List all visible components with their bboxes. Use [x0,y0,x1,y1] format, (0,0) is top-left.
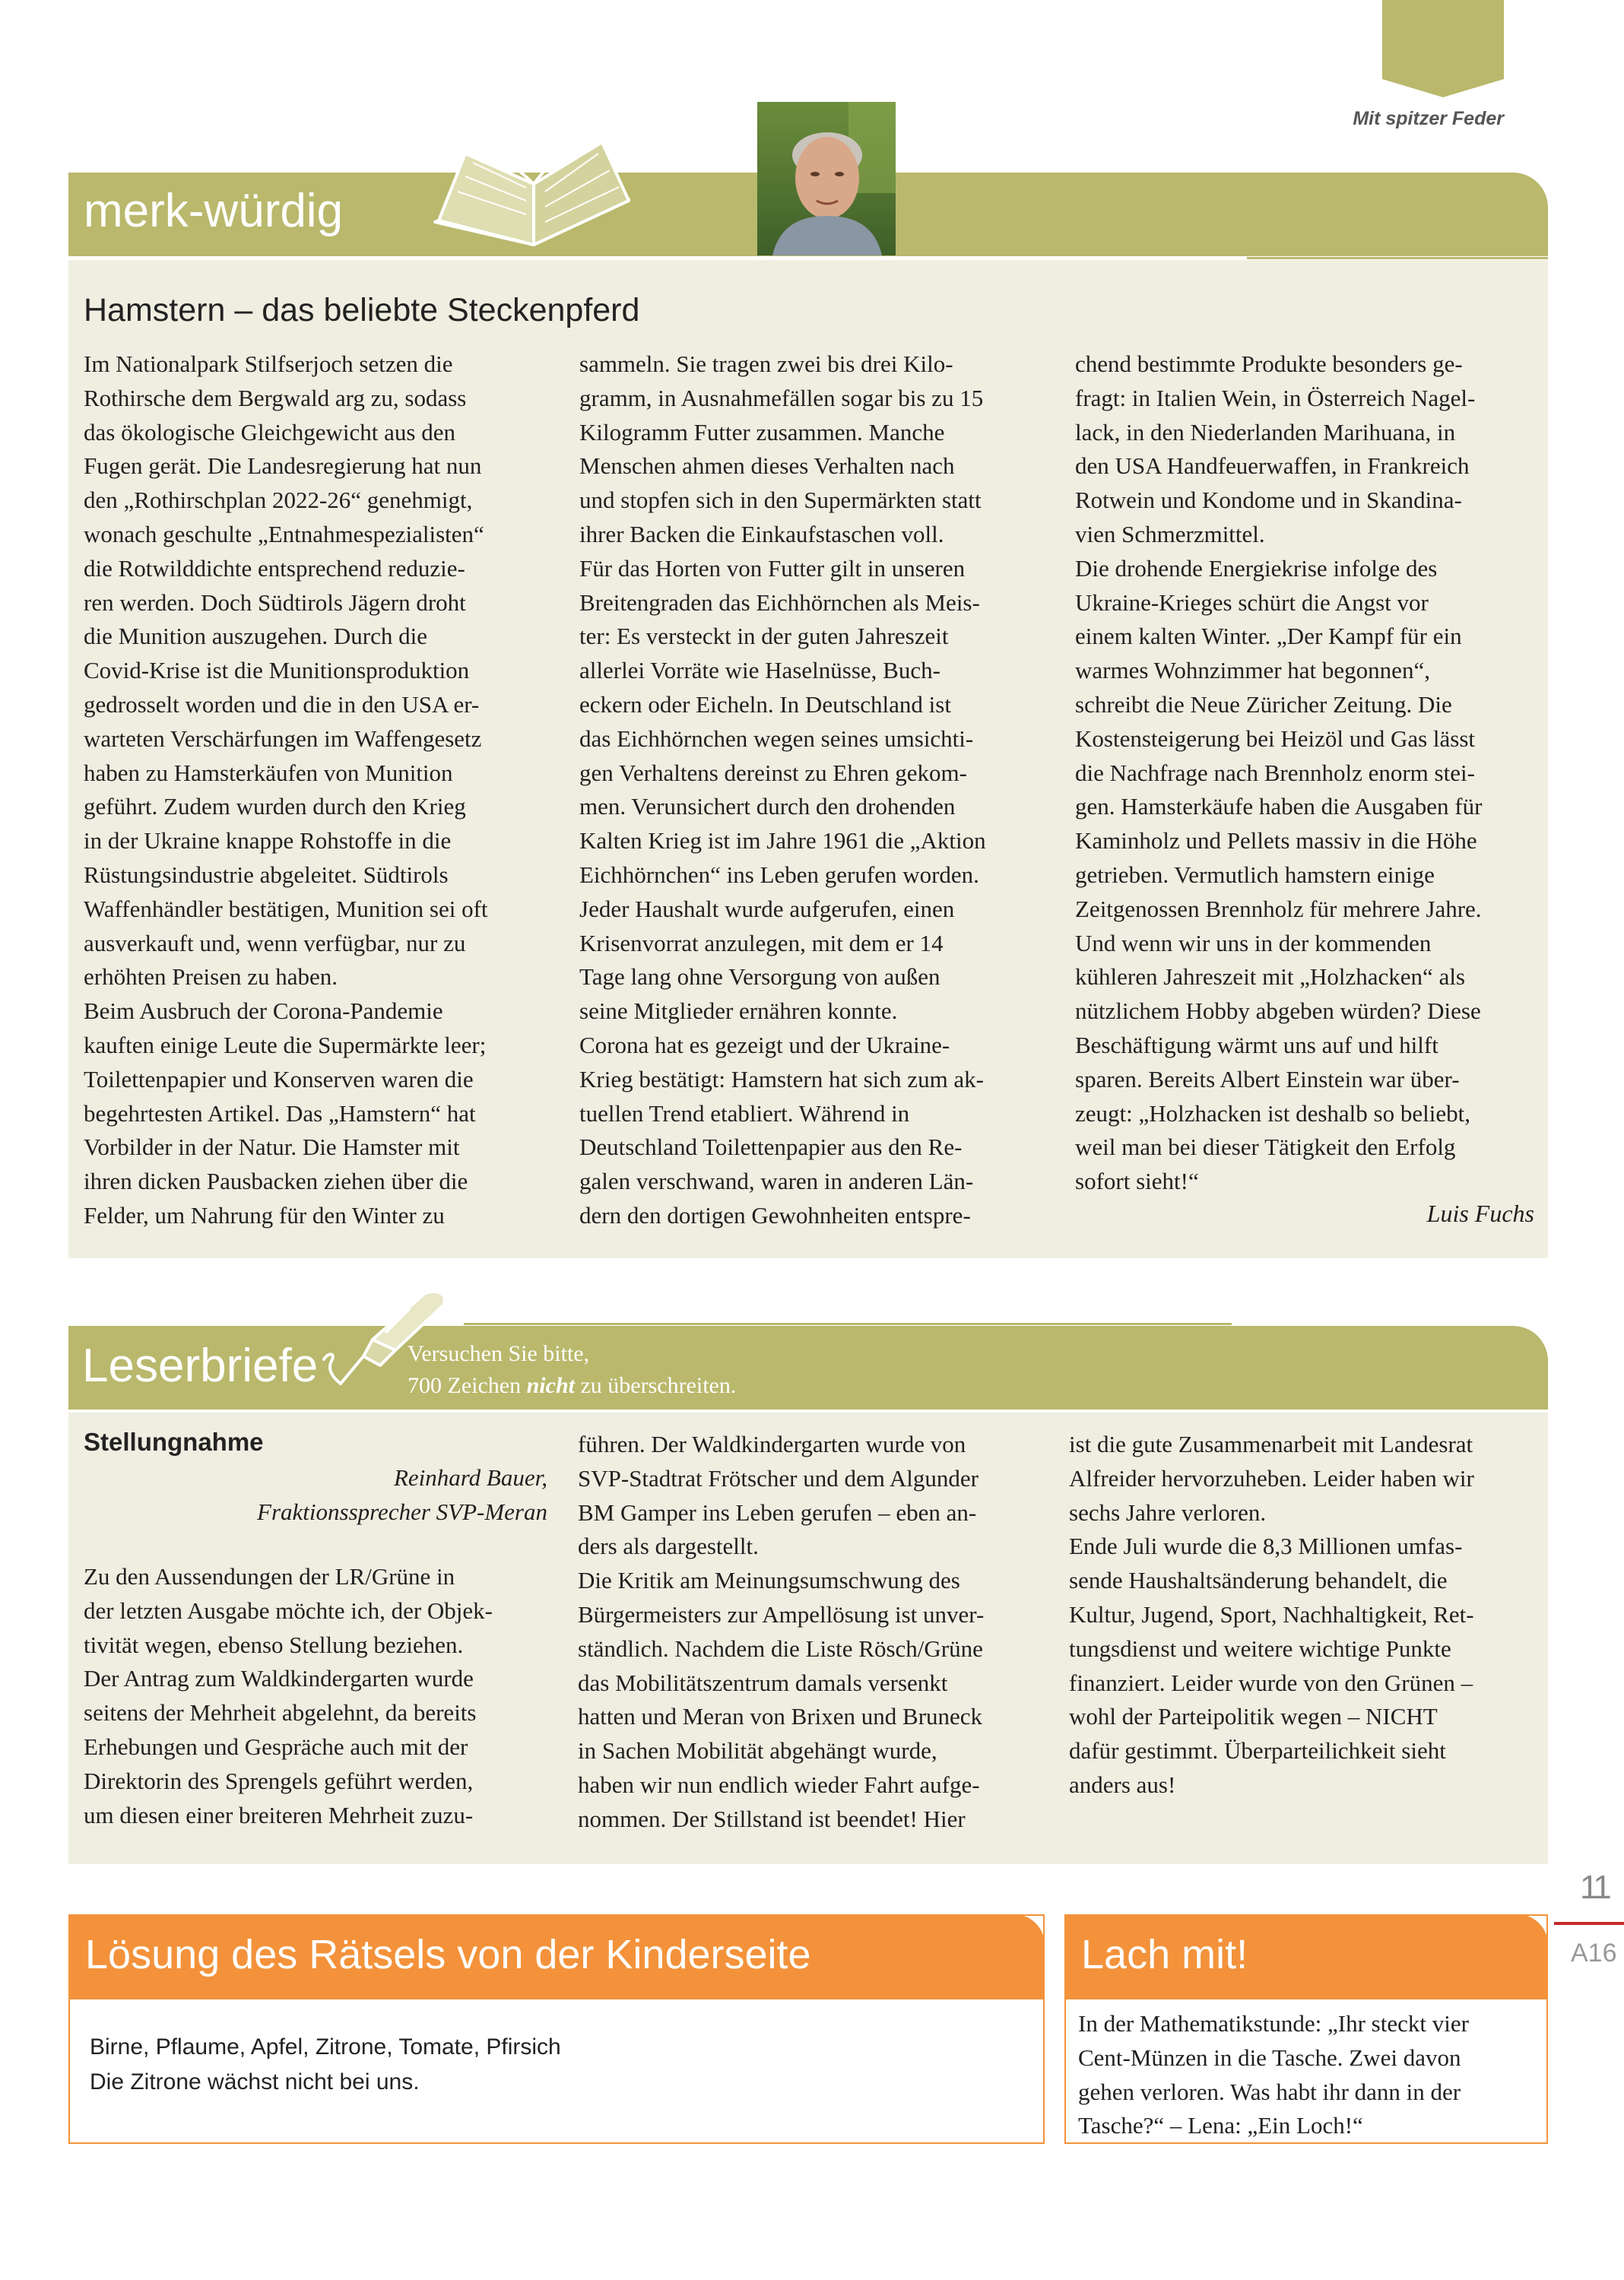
letter-title: Stellungnahme [84,1428,264,1456]
page-number-rule [1554,1922,1624,1925]
letter-signature [84,1461,547,1530]
leser-section-bar [68,1326,1548,1410]
letter-column-2: führen. Der Waldkindergarten wurde von SVP-Stadtrat Frötscher und dem Algunder BM Gamper ins Leben gerufen – eben an- ders als dargestellt. Die Kritik am Meinungsumschwung des Bürgermeisters zur Ampellösung ist unver- ständlich. Nachdem die Liste Rösch/Grüne das Mobilitätszentrum damals versenkt hatten und Meran von Brixen und Bruneck in Sachen Mobilität abgehängt wurde, haben wir nun endlich wieder Fahrt aufge- nommen. Der Stillstand ist beendet! Hier [578,1431,985,1832]
article-title: Hamstern – das beliebte Steckenpferd [84,292,640,328]
leser-section-title: Leserbriefe [82,1340,319,1392]
article-column-2: sammeln. Sie tragen zwei bis drei Kilo- gramm, in Ausnahmefällen sogar bis zu 15 Kilogramm Futter zusammen. Manche Menschen ahmen dieses Verhalten nach und stopfen sich in den Supermärkten statt ihrer Backen die Einkaufstaschen voll. Für das Horten von Futter gilt in unseren Breitengraden das Eichhörnchen als Meis- ter: Es versteckt in der guten Jahreszeit allerlei Vorräte wie Haselnüsse, Buch- eckern oder Eicheln. In Deutschland ist das Eichhörnchen wegen seines umsichti- gen Verhaltens dereinst zu Ehren gekom- men. Verunsichert durch den drohenden Kalten Krieg ist im Jahre 1961 die „Aktion Eichhörnchen“ ins Leben gerufen worden. Jeder Haushalt wurde aufgerufen, einen Krisenvorrat anzulegen, mit dem er 14 Tage lang ohne Versorgung von außen seine Mitglieder ernähren konnte. Corona hat es gezeigt und der Ukraine- Krieg bestätigt: Hamstern hat sich zum ak- tuellen Trend etabliert. Während in Deutschland Toilettenpapier aus den Re- galen verschwand, waren in anderen Län- dern den dortigen Gewohnheiten entspre- [579,350,986,1229]
puzzle-solution-text: Birne, Pflaume, Apfel, Zitrone, Tomate, Pfirsich Die Zitrone wächst nicht bei uns. [90,2034,561,2094]
joke-title: Lach mit! [1064,1914,1548,1999]
joke-box [1064,1914,1548,2144]
letter-sign-role: Fraktionssprecher SVP-Meran [257,1498,547,1525]
letter-column-3: ist die gute Zusammenarbeit mit Landesrat Alfreider hervorzuheben. Leider haben wir sechs Jahre verloren. Ende Juli wurde die 8,3 Millionen umfas- sende Haushaltsänderung behandelt, die Kultur, Jugend, Sport, Nachhaltigkeit, Ret- tungsdienst und weitere wichtige Punkte finanziert. Leider wurde von den Grünen – wohl der Parteipolitik wegen – NICHT dafür gestimmt. Überparteilichkeit sieht anders aus! [1069,1431,1474,1798]
author-photo [757,102,896,255]
article-column-3: chend bestimmte Produkte besonders ge- fragt: in Italien Wein, in Österreich Nagel- lack, in den Niederlanden Marihuana, in den USA Handfeuerwaffen, in Frankreich Rotwein und Kondome und in Skandina- vien Schmerzmittel. Die drohende Energiekrise infolge des Ukraine-Krieges schürt die Angst vor einem kalten Winter. „Der Kampf für ein warmes Wohnzimmer hat begonnen“, schreibt die Neue Züricher Zeitung. Die Kostensteigerung bei Heizöl und Gas lässt die Nachfrage nach Brennholz enorm stei- gen. Hamsterkäufe haben die Ausgaben für Kaminholz und Pellets massiv in die Höhe getrieben. Vermutlich hamstern einige Zeitgenossen Brennholz für mehrere Jahre. Und wenn wir uns in der kommenden kühleren Jahreszeit mit „Holzhacken“ als nützlichem Hobby abgeben würden? Diese Beschäftigung wärmt uns auf und hilft sparen. Bereits Albert Einstein war über- zeugt: „Holzhacken ist deshalb so beliebt, weil man bei dieser Tätigkeit den Erfolg sofort sieht!“ [1075,350,1483,1195]
merk-section-title: merk-würdig [84,185,344,237]
article-author: Luis Fuchs [1426,1200,1534,1227]
leser-rule [464,1323,1232,1325]
column-tag: Mit spitzer Feder [1353,108,1504,129]
page-tab-marker [1382,0,1504,97]
leser-note-post: zu überschreiten. [574,1373,737,1398]
letter-sign-name: Reinhard Bauer, [393,1464,547,1491]
joke-text: In der Mathematikstunde: „Ihr steckt vier Cent-Münzen in die Tasche. Zwei davon gehen verloren. Was habt ihr dann in der Tasche?“ – Lena: „Ein Loch!“ [1078,2010,1469,2139]
letter-column-1: Zu den Aussendungen der LR/Grüne in der letzten Ausgabe möchte ich, der Objek- tivität wegen, ebenso Stellung beziehen. Der Antrag zum Waldkindergarten wurde seitens der Mehrheit abgelehnt, da bereits Erhebungen und Gespräche auch mit der Direktorin des Sprengels geführt werden, um diesen einer breiteren Mehrheit zuzu- [84,1563,493,1828]
merk-rule [1247,257,1548,259]
page-subcode: A16 [1571,1939,1617,1968]
puzzle-solution-title: Lösung des Rätsels von der Kinderseite [68,1914,1045,1999]
leser-note-line2 [408,1370,736,1402]
open-book-icon [420,131,640,260]
leser-note-pre: 700 Zeichen [408,1373,527,1398]
leser-note-line1: Versuchen Sie bitte, [408,1341,590,1366]
leser-note-emphasis: nicht [526,1373,575,1398]
page-number: 11 [1580,1869,1609,1906]
leser-note [408,1338,736,1402]
article-column-1: Im Nationalpark Stilfserjoch setzen die Rothirsche dem Bergwald arg zu, sodass das ökologische Gleichgewicht aus den Fugen gerät. Die Landesregierung hat nun den „Rothirschplan 2022-26“ genehmigt, wonach geschulte „Entnahmespezialisten“ die Rotwilddichte entsprechend reduzie- ren werden. Doch Südtirols Jägern droht die Munition auszugehen. Durch die Covid-Krise ist die Munitionsproduktion gedrosselt worden und die in den USA er- warteten Verschärfungen im Waffengesetz haben zu Hamsterkäufen von Munition geführt. Zudem wurden durch den Krieg in der Ukraine knappe Rohstoffe in die Rüstungsindustrie abgeleitet. Südtirols Waffenhändler bestätigen, Munition sei oft ausverkauft und, wenn verfügbar, nur zu erhöhten Preisen zu haben. Beim Ausbruch der Corona-Pandemie kauften einige Leute die Supermärkte leer; Toilettenpapier und Konserven waren die begehrtesten Artikel. Das „Hamstern“ hat Vorbilder in der Natur. Die Hamster mit ihren dicken Pausbacken ziehen über die Felder, um Nahrung für den Winter zu [84,350,488,1229]
puzzle-solution-box [68,1914,1045,2144]
